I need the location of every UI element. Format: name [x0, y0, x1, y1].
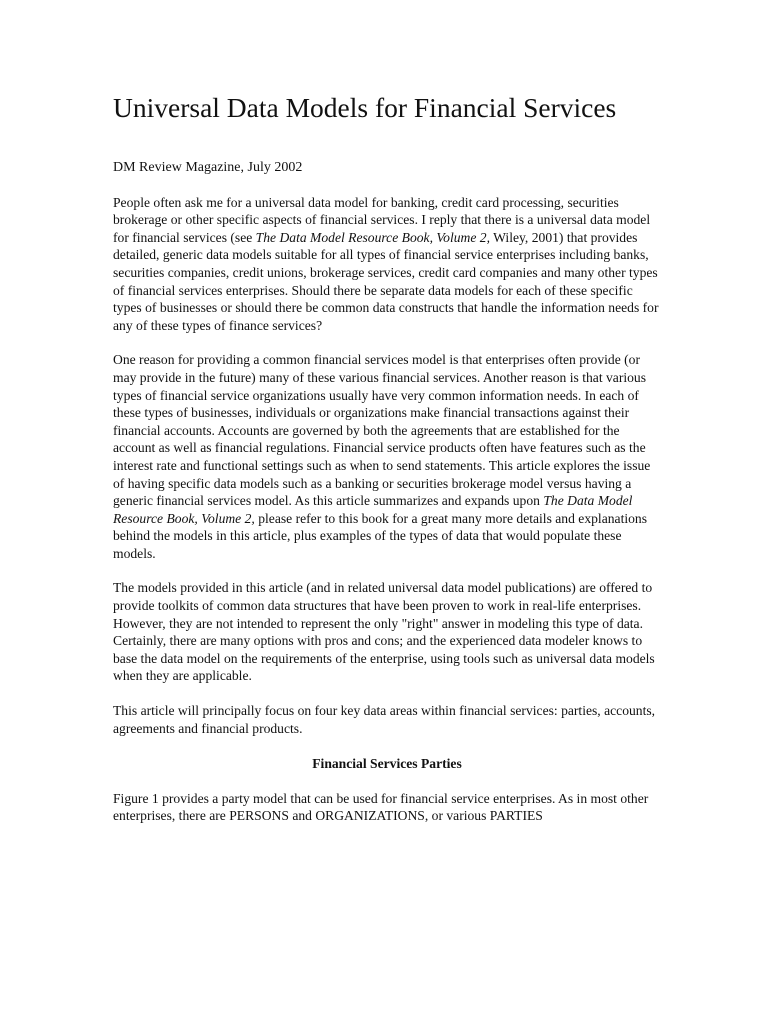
paragraph-1-text-b: Wiley, 2001) that provides detailed, generic data models suitable for all types of financial service enterprises including banks, securities companies, credit unions, brokerage services, credit card companies and many other types of financial services enterprises. Should there be separate data models for each of these specific types of businesses or should there be common data constructs that handle the information needs for any of these types of finance services? [113, 229, 659, 333]
paragraph-4: This article will principally focus on four key data areas within financial services: parties, accounts, agreements and financial products. [113, 703, 656, 736]
paragraph-2 [113, 351, 661, 562]
paragraph-2-text-a: One reason for providing a common financial services model is that enterprises often provide (or may provide in the future) many of these various financial services. Another reason is that various types of financial service organizations usually have very common information needs. In each of these types of businesses, individuals or organizations make financial transactions against their financial accounts. Accounts are governed by both the agreements that are established for the account as well as financial regulations. Financial service products often have features such as the interest rate and functional settings such as when to send statements. This article explores the issue of having specific data models such as a banking or securities brokerage model versus having a generic financial services model. As this article summarizes and expands upon [113, 352, 651, 509]
article-title: Universal Data Models for Financial Services [113, 92, 617, 123]
article-source: DM Review Magazine, July 2002 [113, 160, 303, 175]
paragraph-5: Figure 1 provides a party model that can be used for financial service enterprises. As in most other enterprises, there are PERSONS and ORGANIZATIONS, or various PARTIES [113, 790, 649, 824]
document-page [113, 92, 661, 825]
section-heading: Financial Services Parties [312, 756, 462, 772]
book-title-citation: The Data Model Resource Book, Volume 2, [255, 229, 490, 245]
paragraph-1-text-a: People often ask me for a universal data model for banking, credit card processing, securities brokerage or other specific aspects of financial services. I reply that there is a universal data model for financial services (see [113, 194, 651, 245]
paragraph-2-text-b: please refer to this book for a great many more details and explanations behind the models in this article, plus examples of the types of data that would populate these models. [113, 510, 648, 561]
paragraph-1 [113, 194, 661, 335]
book-title-citation: The Data Model Resource Book, Volume 2, [113, 493, 633, 526]
paragraph-3: The models provided in this article (and in related universal data model publications) are offered to provide toolkits of common data structures that have been proven to work in real-life enterprises. However, they are not intended to represent the only "right" answer in modeling this type of data. Certainly, there are many options with pros and cons; and the experienced data modeler knows to base the data model on the requirements of the enterprise, using tools such as universal data models when they are applicable. [113, 580, 655, 684]
